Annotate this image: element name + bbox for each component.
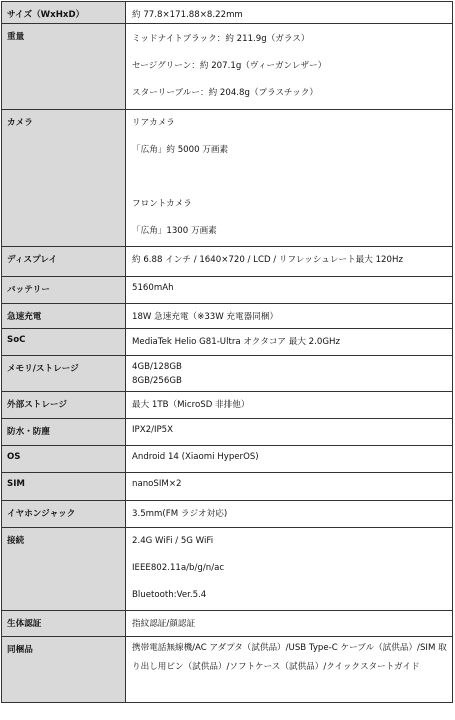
spec-label-camera: カメラ (2, 110, 126, 247)
spec-label-battery: バッテリー (2, 277, 126, 304)
spec-value-connectivity (126, 528, 453, 611)
spec-value-line: 約 6.88 インチ / 1640×720 / LCD / リフレッシュレート最大 120Hz (132, 255, 403, 265)
spec-value-sim (126, 473, 453, 501)
spec-table (1, 1, 453, 703)
spec-value-line: フロントカメラ (132, 199, 192, 209)
spec-value-fast-charge (126, 304, 453, 329)
spec-value-line: 8GB/256GB (132, 376, 182, 386)
spec-value-line: 約 77.8×171.88×8.22mm (132, 10, 243, 20)
spec-value-camera (126, 110, 453, 247)
spec-label-memory-storage: メモリ/ストレージ (2, 356, 126, 392)
spec-value-line: セージグリーン：約 207.1g（ヴィーガンレザー） (132, 61, 327, 71)
spec-value-line: MediaTek Helio G81-Ultra オクタコア 最大 2.0GHz (132, 337, 340, 347)
spec-value-external-storage (126, 392, 453, 419)
spec-value-line: 18W 急速充電（※33W 充電器同梱） (132, 312, 279, 322)
spec-label-earphone-jack: イヤホンジャック (2, 501, 126, 528)
spec-label-sim: SIM (2, 473, 126, 501)
spec-row-water-dust (2, 419, 453, 446)
spec-value-earphone-jack (126, 501, 453, 528)
spec-value-line: 携帯電話無線機/AC アダプタ（試供品）/USB Type-C ケーブル（試供品）/SIM 取り出し用ピン（試供品）/ソフトケース（試供品）/クイックスタートガイド (132, 643, 447, 672)
spec-value-memory-storage (126, 356, 453, 392)
spec-row-biometric (2, 611, 453, 637)
spec-value-line: nanoSIM×2 (132, 479, 182, 489)
spec-value-line: 2.4G WiFi / 5G WiFi (132, 536, 214, 546)
spec-label-external-storage: 外部ストレージ (2, 392, 126, 419)
spec-label-biometric: 生体認証 (2, 611, 126, 637)
spec-value-bundled (126, 637, 453, 703)
spec-table-body (2, 2, 453, 703)
spec-label-connectivity: 接続 (2, 528, 126, 611)
spec-value-line: 「広角」1300 万画素 (132, 226, 217, 236)
spec-label-water-dust: 防水・防塵 (2, 419, 126, 446)
spec-row-soc (2, 329, 453, 356)
spec-value-line: ミッドナイトブラック：約 211.9g（ガラス） (132, 34, 310, 44)
spec-value-soc (126, 329, 453, 356)
spec-value-line: Bluetooth:Ver.5.4 (132, 590, 207, 600)
spec-value-line: IEEE802.11a/b/g/n/ac (132, 563, 225, 573)
spec-row-sim (2, 473, 453, 501)
spec-row-os (2, 446, 453, 473)
spec-label-soc: SoC (2, 329, 126, 356)
spec-value-line: IPX2/IP5X (132, 425, 174, 435)
spec-value-line: 「広角」約 5000 万画素 (132, 145, 229, 155)
spec-row-size (2, 2, 453, 24)
spec-value-line: 3.5mm(FM ラジオ対応) (132, 509, 228, 519)
spec-value-line: 最大 1TB（MicroSD 非排他） (132, 400, 250, 410)
spec-value-size (126, 2, 453, 24)
spec-value-battery (126, 277, 453, 304)
spec-label-weight: 重量 (2, 24, 126, 110)
spec-label-bundled: 同梱品 (2, 637, 126, 703)
spec-value-line: スターリーブルー：約 204.8g（プラスチック） (132, 88, 319, 98)
spec-value-line: Android 14 (Xiaomi HyperOS) (132, 452, 259, 462)
spec-value-line: 指紋認証/顔認証 (132, 619, 196, 629)
spec-value-spacer (132, 164, 448, 191)
spec-row-connectivity (2, 528, 453, 611)
spec-value-water-dust (126, 419, 453, 446)
spec-value-line: リアカメラ (132, 118, 175, 128)
spec-row-earphone-jack (2, 501, 453, 528)
spec-label-fast-charge: 急速充電 (2, 304, 126, 329)
spec-label-size: サイズ（WxHxD） (2, 2, 126, 24)
spec-value-line: 5160mAh (132, 283, 174, 293)
spec-value-biometric (126, 611, 453, 637)
spec-value-weight (126, 24, 453, 110)
spec-row-external-storage (2, 392, 453, 419)
spec-label-display: ディスプレイ (2, 247, 126, 277)
spec-row-camera (2, 110, 453, 247)
spec-row-fast-charge (2, 304, 453, 329)
spec-row-bundled (2, 637, 453, 703)
spec-label-os: OS (2, 446, 126, 473)
spec-value-os (126, 446, 453, 473)
spec-value-line: 4GB/128GB (132, 362, 182, 372)
spec-row-battery (2, 277, 453, 304)
spec-row-display (2, 247, 453, 277)
spec-row-memory-storage (2, 356, 453, 392)
spec-row-weight (2, 24, 453, 110)
spec-value-display (126, 247, 453, 277)
